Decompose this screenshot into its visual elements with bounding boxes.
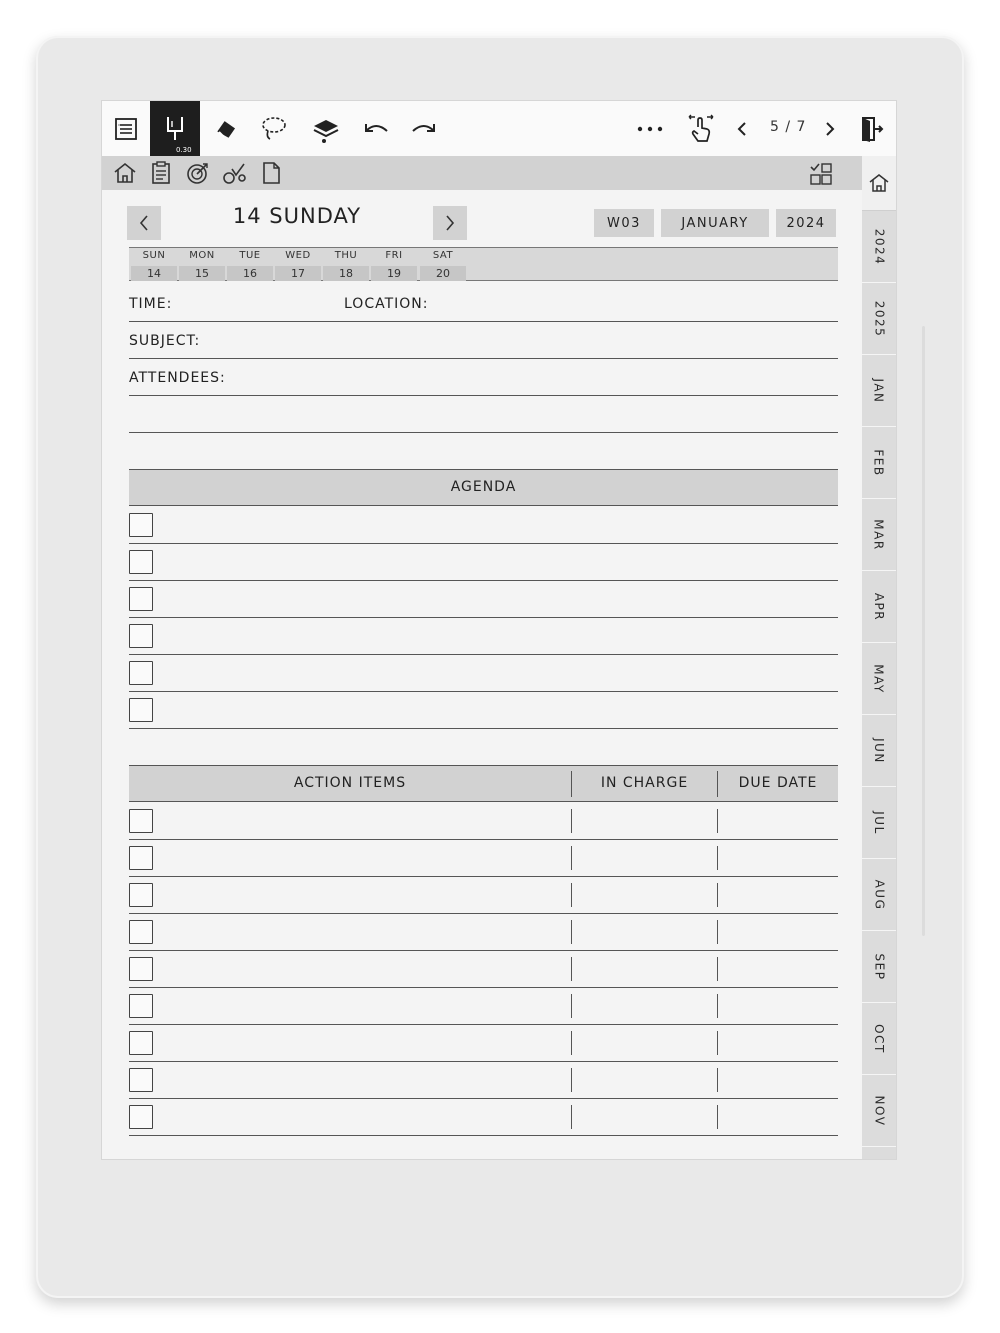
column-divider	[717, 1068, 718, 1092]
action-item-checkbox[interactable]	[129, 809, 153, 833]
eraser-icon[interactable]	[206, 101, 246, 156]
time-label: TIME:	[129, 296, 173, 312]
tab-oct[interactable]: OCT	[862, 1003, 896, 1075]
page-indicator: 5 / 7	[770, 119, 807, 135]
action-items-title: ACTION ITEMS	[293, 775, 407, 791]
column-divider	[571, 957, 572, 981]
week-chip[interactable]: W03	[594, 209, 654, 237]
prev-page-icon[interactable]	[728, 101, 756, 156]
attendees-label: ATTENDEES:	[129, 370, 226, 386]
pen-size-label: 0.30	[176, 146, 192, 154]
action-item-row-line[interactable]	[129, 1135, 838, 1136]
column-divider	[717, 1031, 718, 1055]
action-item-row-line[interactable]	[129, 1061, 838, 1062]
tab-may[interactable]: MAY	[862, 643, 896, 715]
layers-icon[interactable]	[304, 101, 348, 156]
tab-2025[interactable]: 2025	[862, 283, 896, 355]
attendees-line[interactable]	[129, 395, 838, 396]
tablet-screen	[102, 101, 896, 1159]
column-divider	[571, 994, 572, 1018]
redo-icon[interactable]	[404, 101, 444, 156]
tab-aug[interactable]: AUG	[862, 859, 896, 931]
weekday-sun[interactable]: SUN 14	[130, 248, 178, 282]
next-page-icon[interactable]	[816, 101, 844, 156]
subject-line[interactable]	[129, 358, 838, 359]
agenda-row-line[interactable]	[129, 728, 838, 729]
column-divider	[717, 920, 718, 944]
tab-sep[interactable]: SEP	[862, 931, 896, 1003]
agenda-checkbox[interactable]	[129, 698, 153, 722]
lasso-icon[interactable]	[254, 101, 294, 156]
tab-nov[interactable]: NOV	[862, 1075, 896, 1147]
column-divider	[571, 1068, 572, 1092]
home-icon[interactable]	[112, 161, 138, 189]
in-charge-title: IN CHARGE	[600, 775, 689, 791]
layout-icon[interactable]	[808, 161, 834, 191]
meeting-notes-page	[102, 190, 862, 1159]
tab-2024[interactable]: 2024	[862, 211, 896, 283]
column-divider	[717, 883, 718, 907]
exit-icon[interactable]	[854, 101, 890, 156]
weekday-sat[interactable]: SAT 20	[419, 248, 467, 282]
column-divider	[571, 809, 572, 833]
column-divider	[571, 920, 572, 944]
tab-jun[interactable]: JUN	[862, 715, 896, 787]
action-item-checkbox[interactable]	[129, 883, 153, 907]
column-divider	[717, 1105, 718, 1129]
habits-icon[interactable]	[222, 161, 248, 189]
subject-label: SUBJECT:	[129, 333, 201, 349]
page-icon[interactable]	[260, 161, 282, 189]
notes-icon[interactable]	[150, 161, 172, 189]
tab-home[interactable]	[862, 156, 896, 211]
chevron-left-icon	[138, 214, 150, 232]
weekday-thu[interactable]: THU 18	[322, 248, 370, 282]
goals-icon[interactable]	[186, 161, 210, 189]
action-item-checkbox[interactable]	[129, 1105, 153, 1129]
action-item-row-line[interactable]	[129, 950, 838, 951]
weekday-fri[interactable]: FRI 19	[370, 248, 418, 282]
prev-day-button[interactable]	[127, 206, 161, 240]
column-divider	[571, 1105, 572, 1129]
action-items-header	[129, 765, 838, 802]
action-item-checkbox[interactable]	[129, 957, 153, 981]
day-title: 14 SUNDAY	[232, 204, 362, 228]
column-divider	[717, 994, 718, 1018]
undo-icon[interactable]	[356, 101, 396, 156]
attendees-line-2[interactable]	[129, 432, 838, 433]
action-item-checkbox[interactable]	[129, 1031, 153, 1055]
side-tab-strip	[862, 156, 896, 1159]
year-chip[interactable]: 2024	[776, 209, 836, 237]
action-item-row-line[interactable]	[129, 839, 838, 840]
agenda-row-line[interactable]	[129, 543, 838, 544]
location-label: LOCATION:	[344, 296, 429, 312]
column-divider	[571, 1031, 572, 1055]
gesture-icon[interactable]	[680, 101, 720, 156]
more-icon[interactable]	[630, 101, 670, 156]
action-item-row-line[interactable]	[129, 987, 838, 988]
week-strip	[129, 247, 838, 281]
action-item-checkbox[interactable]	[129, 994, 153, 1018]
tab-jul[interactable]: JUL	[862, 787, 896, 859]
pen-icon	[163, 114, 187, 144]
agenda-checkbox[interactable]	[129, 661, 153, 685]
agenda-checkbox[interactable]	[129, 550, 153, 574]
chevron-right-icon	[444, 214, 456, 232]
tab-mar[interactable]: MAR	[862, 499, 896, 571]
month-chip[interactable]: JANUARY	[661, 209, 769, 237]
action-item-checkbox[interactable]	[129, 1068, 153, 1092]
action-item-checkbox[interactable]	[129, 920, 153, 944]
agenda-title: AGENDA	[450, 479, 517, 495]
column-divider	[717, 957, 718, 981]
action-item-checkbox[interactable]	[129, 846, 153, 870]
time-location-line[interactable]	[129, 321, 838, 322]
agenda-header	[129, 469, 838, 506]
agenda-checkbox[interactable]	[129, 624, 153, 648]
weekday-tue[interactable]: TUE 16	[226, 248, 274, 282]
agenda-row-line[interactable]	[129, 654, 838, 655]
top-toolbar	[102, 101, 896, 156]
device-stylus-slot	[922, 326, 925, 936]
due-date-title: DUE DATE	[738, 775, 818, 791]
column-divider	[717, 846, 718, 870]
agenda-row-line[interactable]	[129, 580, 838, 581]
action-item-row-line[interactable]	[129, 913, 838, 914]
action-item-row-line[interactable]	[129, 1024, 838, 1025]
pen-tool-button[interactable]	[150, 101, 200, 156]
next-day-button[interactable]	[433, 206, 467, 240]
menu-icon[interactable]	[106, 101, 146, 156]
column-divider	[571, 846, 572, 870]
action-item-row-line[interactable]	[129, 1098, 838, 1099]
planner-nav-bar	[102, 156, 862, 190]
tab-feb[interactable]: FEB	[862, 427, 896, 499]
agenda-checkbox[interactable]	[129, 587, 153, 611]
home-icon	[868, 173, 890, 193]
tab-apr[interactable]: APR	[862, 571, 896, 643]
agenda-checkbox[interactable]	[129, 513, 153, 537]
weekday-wed[interactable]: WED 17	[274, 248, 322, 282]
weekday-mon[interactable]: MON 15	[178, 248, 226, 282]
column-divider	[571, 883, 572, 907]
action-item-row-line[interactable]	[129, 876, 838, 877]
tab-jan[interactable]: JAN	[862, 355, 896, 427]
agenda-row-line[interactable]	[129, 617, 838, 618]
column-divider	[717, 809, 718, 833]
agenda-row-line[interactable]	[129, 691, 838, 692]
